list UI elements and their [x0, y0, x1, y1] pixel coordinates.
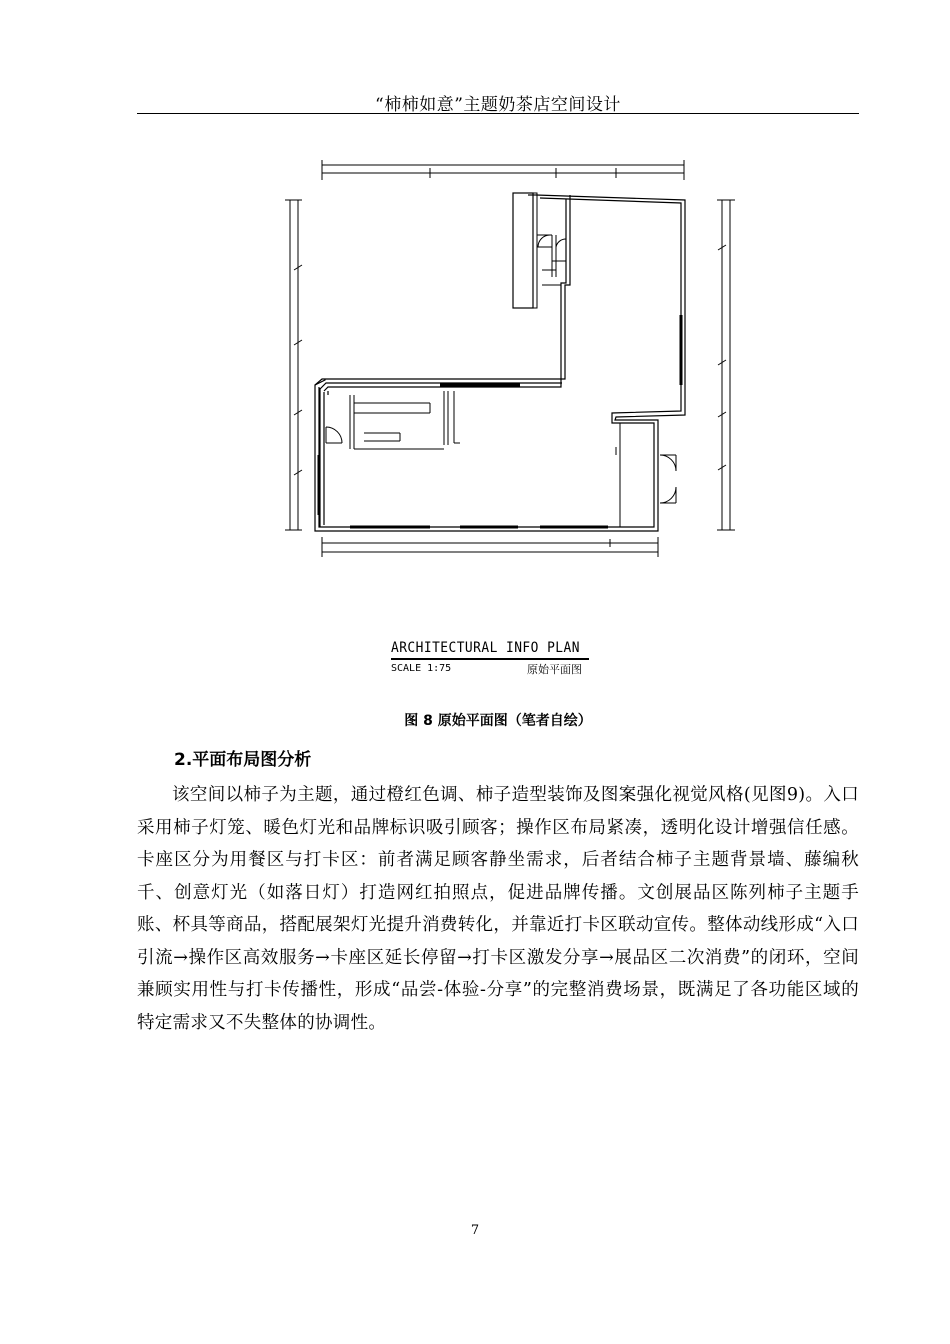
page-number: 7 [470, 1223, 480, 1238]
interior-partitions [326, 391, 460, 449]
counter-block [513, 193, 533, 308]
running-header: “柿柿如意”主题奶茶店空间设计 [375, 95, 621, 115]
window-segments [319, 315, 681, 527]
left-dimension-lines [285, 200, 302, 530]
plan-title-rule [391, 658, 589, 660]
outer-wall [315, 195, 685, 531]
body-paragraph: 该空间以柿子为主题，通过橙红色调、柿子造型装饰及图案强化视觉风格(见图9)。入口采用柿子灯笼、暖色灯光和品牌标识吸引顾客；操作区布局紧凑，透明化设计增强信任感。卡座区分为用餐区与打卡区：前者满足顾客静坐需求，后者结合柿子主题背景墙、藤编秋千、创意灯光（如落日灯）打造网红拍照点，促进品牌传播。文创展品区陈列柿子主题手账、杯具等商品，搭配展架灯光提升消费转化，并靠近打卡区联动宣传。整体动线形成“入口引流→操作区高效服务→卡座区延长停留→打卡区激发分享→展品区二次消费”的闭环，空间兼顾实用性与打卡传播性，形成“品尝-体验-分享”的完整消费场景，既满足了各功能区域的特定需求又不失整体的协调性。 [137, 785, 859, 1033]
entrance-doors [616, 423, 676, 527]
figure-caption: 图 8 原始平面图（笔者自绘） [404, 713, 592, 729]
floor-plan-drawing [280, 155, 740, 570]
bottom-dimension-lines [322, 537, 658, 557]
plan-title: ARCHITECTURAL INFO PLAN [391, 640, 580, 656]
plan-scale: SCALE 1:75 [391, 663, 452, 674]
plan-name-cn: 原始平面图 [527, 663, 582, 676]
right-dimension-lines [717, 200, 735, 530]
top-dimension-line [322, 160, 684, 180]
section-heading: 2.平面布局图分析 [174, 750, 312, 770]
header-rule [137, 113, 859, 114]
